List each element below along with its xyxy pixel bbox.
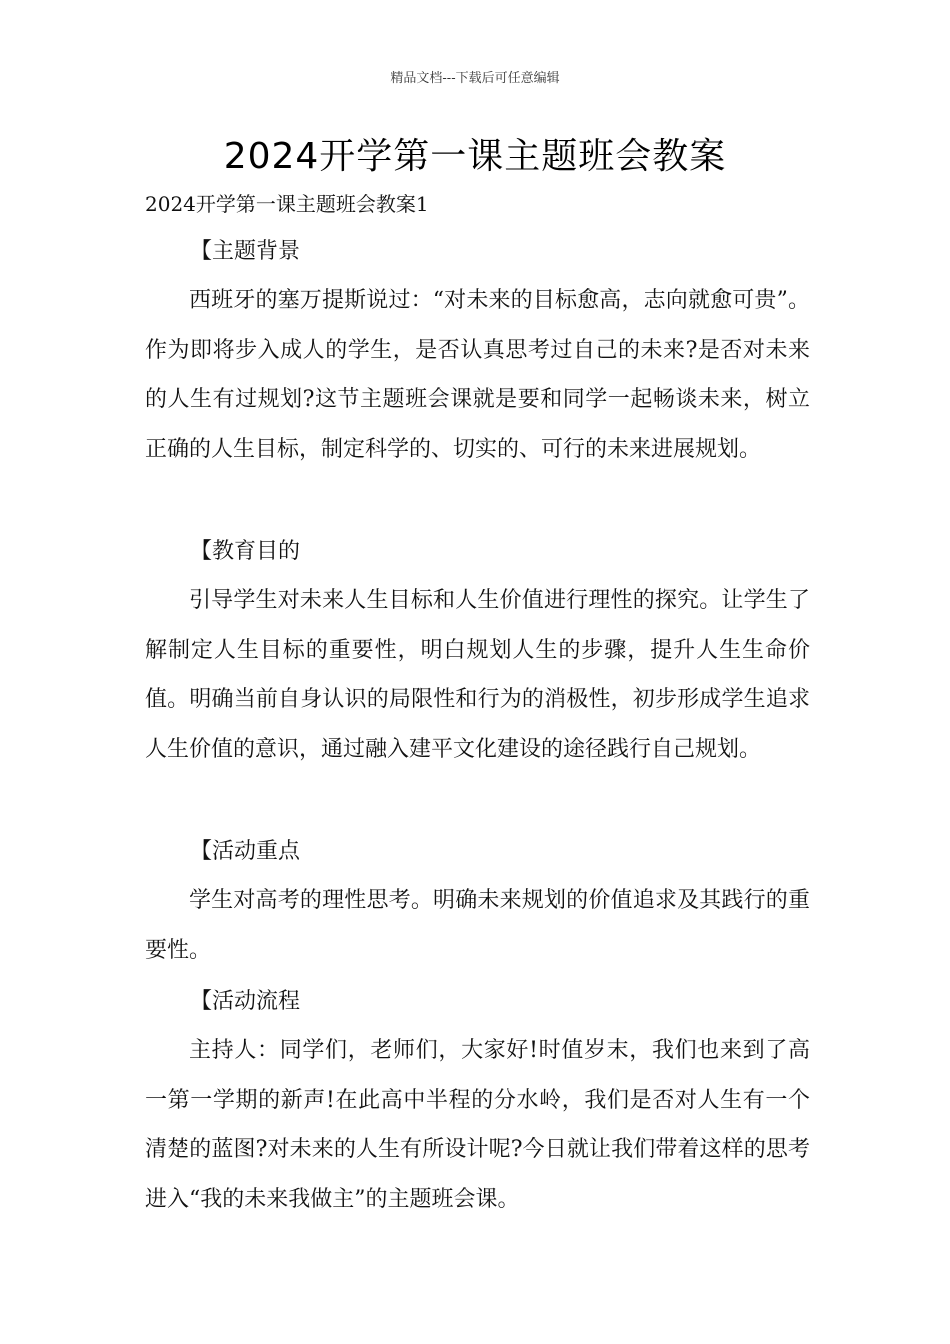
paragraph-text: 西班牙的塞万提斯说过：“对未来的目标愈高，志向就愈可贵”。作为即将步入成人的学生，是否认真思考过自己的未来?是否对未来的人生有过规划?这节主题班会课就是要和同学一起畅谈未来，树立正确的人生目标，制定科学的、切实的、可行的未来进展规划。 [145, 288, 810, 462]
section-paragraph-activity-focus [145, 876, 810, 975]
paragraph-text: 学生对高考的理性思考。明确未来规划的价值追求及其践行的重要性。 [145, 888, 810, 963]
section-heading-background: 【主题背景 [190, 239, 301, 264]
section-paragraph-activity-process [145, 1026, 810, 1224]
section-paragraph-education-goal [145, 576, 810, 774]
paragraph-text: 引导学生对未来人生目标和人生价值进行理性的探究。让学生了解制定人生目标的重要性，明白规划人生的步骤，提升人生生命价值。明确当前自身认识的局限性和行为的消极性，初步形成学生追求人生价值的意识，通过融入建平文化建设的途径践行自己规划。 [145, 588, 810, 762]
section-heading-activity-process: 【活动流程 [190, 989, 301, 1014]
document-title: 2024开学第一课主题班会教案 [223, 136, 727, 177]
section-heading-education-goal: 【教育目的 [190, 539, 301, 564]
header-note: 精品文档---下载后可任意编辑 [390, 71, 560, 86]
paragraph-text: 主持人：同学们，老师们，大家好!时值岁末，我们也来到了高一第一学期的新声!在此高中半程的分水岭，我们是否对人生有一个清楚的蓝图?对未来的人生有所设计呢?今日就让我们带着这样的思考进入“我的未来我做主”的主题班会课。 [145, 1038, 810, 1212]
section-heading-activity-focus: 【活动重点 [190, 839, 301, 864]
document-subtitle: 2024开学第一课主题班会教案1 [145, 192, 429, 216]
section-paragraph-background [145, 276, 810, 474]
